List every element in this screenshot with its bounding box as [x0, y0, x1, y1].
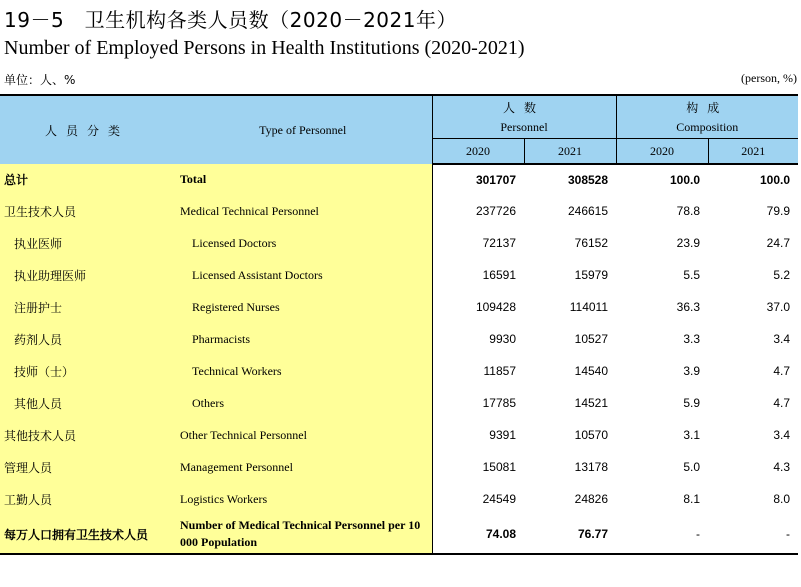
- table-row: [0, 451, 798, 483]
- table-row: [0, 483, 798, 515]
- cell-composition-2021: 37.0: [766, 300, 791, 314]
- cell-personnel-2021: 76.77: [524, 515, 616, 554]
- header-personnel-cn: 人数: [503, 101, 546, 115]
- row-label-en: Management Personnel: [174, 451, 432, 483]
- cell-composition-2020: 3.9: [683, 364, 701, 378]
- row-label-en: Registered Nurses: [174, 291, 432, 323]
- table-row: [0, 195, 798, 227]
- table-row: [0, 323, 798, 355]
- header-year-composition-2021: 2021: [708, 139, 798, 165]
- cell-personnel-2020: 72137: [432, 227, 524, 259]
- cell-composition-2021: 3.4: [773, 332, 791, 346]
- header-row-top: [0, 95, 798, 139]
- unit-label-cn: 单位：人、%: [4, 73, 76, 87]
- row-label-en: Others: [174, 387, 432, 419]
- cell-personnel-2020: 74.08: [432, 515, 524, 554]
- cell-composition-2021: 4.7: [773, 364, 791, 378]
- row-label-cn: 其他技术人员: [0, 419, 174, 451]
- header-personnel-en: Personnel: [500, 120, 548, 134]
- table-row: [0, 355, 798, 387]
- cell-composition-2021: 79.9: [766, 204, 791, 218]
- row-label-en: Other Technical Personnel: [174, 419, 432, 451]
- cell-personnel-2021: 14540: [574, 364, 609, 378]
- cell-composition-2021: 8.0: [773, 492, 791, 506]
- cell-personnel-2020: 9930: [432, 323, 524, 355]
- header-year-personnel-2020: 2020: [432, 139, 524, 165]
- header-composition-en: Composition: [676, 120, 739, 134]
- row-label-cn: 技师（士）: [0, 355, 174, 387]
- cell-personnel-2021: 14521: [574, 396, 609, 410]
- header-category-cn: 人员分类: [0, 95, 174, 164]
- personnel-table-wrapper: [0, 94, 801, 555]
- cell-composition-2020: 8.1: [683, 492, 701, 506]
- row-label-cn: 卫生技术人员: [0, 195, 174, 227]
- row-label-en: Licensed Assistant Doctors: [174, 259, 432, 291]
- cell-personnel-2021: 246615: [567, 204, 609, 218]
- cell-composition-2020: 78.8: [676, 204, 701, 218]
- cell-personnel-2021: 308528: [567, 173, 609, 187]
- cell-composition-2020: 100.0: [669, 173, 701, 187]
- table-row-per-10000: [0, 515, 798, 554]
- page-title-cn: 19－5 卫生机构各类人员数（2020－2021年）: [4, 8, 457, 32]
- cell-personnel-2021: 13178: [574, 460, 609, 474]
- row-label-cn: 管理人员: [0, 451, 174, 483]
- cell-personnel-2021: 76152: [574, 236, 609, 250]
- cell-composition-2021: 4.7: [773, 396, 791, 410]
- cell-composition-2021: 3.4: [773, 428, 791, 442]
- row-label-en: Medical Technical Personnel: [174, 195, 432, 227]
- row-label-en: Technical Workers: [174, 355, 432, 387]
- cell-personnel-2020: 17785: [432, 387, 524, 419]
- cell-personnel-2020: 16591: [432, 259, 524, 291]
- cell-personnel-2020: 237726: [432, 195, 524, 227]
- table-row: [0, 291, 798, 323]
- header-year-composition-2020: 2020: [616, 139, 708, 165]
- cell-personnel-2020: 9391: [432, 419, 524, 451]
- row-label-cn: 执业医师: [0, 227, 174, 259]
- cell-personnel-2020: 11857: [432, 355, 524, 387]
- row-label-cn: 工勤人员: [0, 483, 174, 515]
- cell-composition-2020: 5.9: [683, 396, 701, 410]
- cell-personnel-2021: 10570: [574, 428, 609, 442]
- cell-composition-2020: -: [616, 515, 708, 554]
- cell-personnel-2020: 109428: [432, 291, 524, 323]
- header-category-en: Type of Personnel: [174, 95, 432, 164]
- row-label-en: Licensed Doctors: [174, 227, 432, 259]
- table-row: [0, 387, 798, 419]
- cell-personnel-2021: 114011: [569, 300, 609, 314]
- cell-personnel-2021: 24826: [574, 492, 609, 506]
- cell-composition-2021: 24.7: [766, 236, 791, 250]
- table-row: [0, 227, 798, 259]
- row-label-cn: 注册护士: [0, 291, 174, 323]
- header-composition: [616, 95, 798, 139]
- row-label-en: Number of Medical Technical Personnel per 10 000 Population: [174, 515, 432, 554]
- row-label-cn: 执业助理医师: [0, 259, 174, 291]
- cell-composition-2021: 5.2: [773, 268, 791, 282]
- cell-personnel-2020: 15081: [432, 451, 524, 483]
- row-label-cn: 其他人员: [0, 387, 174, 419]
- table-row-total: [0, 164, 798, 195]
- cell-composition-2021: -: [708, 515, 798, 554]
- cell-personnel-2020: 301707: [432, 164, 524, 195]
- cell-personnel-2021: 10527: [574, 332, 609, 346]
- cell-composition-2020: 5.5: [683, 268, 701, 282]
- page-title-en: Number of Employed Persons in Health Institutions (2020-2021): [4, 37, 525, 59]
- row-label-cn: 总计: [0, 164, 174, 195]
- unit-label-en: (person, %): [741, 71, 797, 85]
- row-label-cn: 每万人口拥有卫生技术人员: [0, 515, 174, 554]
- cell-composition-2020: 23.9: [676, 236, 701, 250]
- cell-composition-2020: 5.0: [683, 460, 701, 474]
- table-row: [0, 259, 798, 291]
- cell-composition-2020: 3.3: [683, 332, 701, 346]
- personnel-table: [0, 94, 798, 555]
- table-row: [0, 419, 798, 451]
- header-personnel: [432, 95, 616, 139]
- row-label-cn: 药剂人员: [0, 323, 174, 355]
- header-year-personnel-2021: 2021: [524, 139, 616, 165]
- cell-personnel-2020: 24549: [432, 483, 524, 515]
- row-label-en: Total: [174, 164, 432, 195]
- cell-composition-2020: 36.3: [676, 300, 701, 314]
- cell-composition-2021: 100.0: [760, 173, 791, 187]
- row-label-en: Logistics Workers: [174, 483, 432, 515]
- cell-composition-2021: 4.3: [773, 460, 791, 474]
- cell-composition-2020: 3.1: [683, 428, 701, 442]
- cell-personnel-2021: 15979: [574, 268, 609, 282]
- header-composition-cn: 构成: [686, 101, 729, 115]
- row-label-en: Pharmacists: [174, 323, 432, 355]
